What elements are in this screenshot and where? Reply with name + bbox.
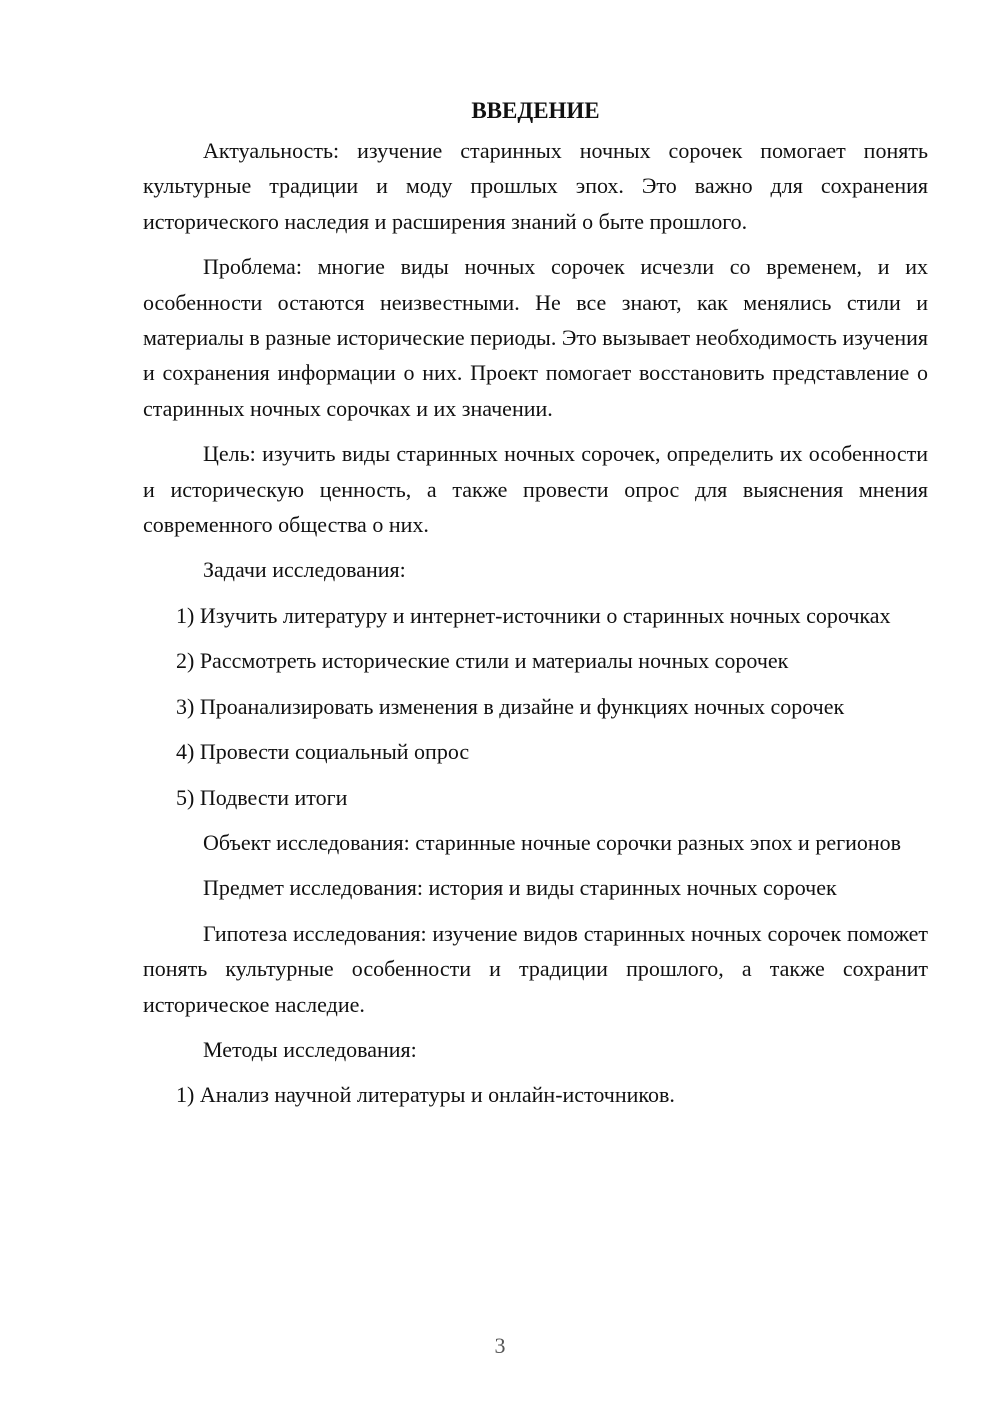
paragraph-hypothesis: Гипотеза исследования: изучение видов старинных ночных сорочек поможет понять культурные особенности и традиции прошлого, а также сохранит историческое наследие. [143,920,928,1017]
paragraph-goal: Цель: изучить виды старинных ночных сорочек, определить их особенности и историческую ценность, а также провести опрос для выяснения мнения современного общества о них. [143,441,928,538]
page-title: ВВЕДЕНИЕ [471,98,600,123]
task-item-2: 2) Рассмотреть исторические стили и материалы ночных сорочек [176,648,789,674]
paragraph-subject: Предмет исследования: история и виды старинных ночных сорочек [203,875,837,901]
task-item-3: 3) Проанализировать изменения в дизайне и функциях ночных сорочек [176,693,845,719]
paragraph-relevance: Актуальность: изучение старинных ночных сорочек помогает понять культурные традиции и моду прошлых эпох. Это важно для сохранения исторического наследия и расширения знаний о быте прошлого. [143,138,928,234]
paragraph-problem: Проблема: многие виды ночных сорочек исчезли со временем, и их особенности остаются неизвестными. Не все знают, как менялись стили и материалы в разные исторические периоды. Это вызывает необходимость изучения и сохранения информации о них. Проект помогает восстановить представление о старинных ночных сорочках и их значении. [143,254,928,421]
task-item-1: 1) Изучить литературу и интернет-источники о старинных ночных сорочках [176,602,891,628]
paragraph-methods-heading: Методы исследования: [203,1036,417,1062]
method-item-1: 1) Анализ научной литературы и онлайн-источников. [176,1082,675,1108]
task-item-4: 4) Провести социальный опрос [176,739,470,765]
task-item-5: 5) Подвести итоги [176,784,348,810]
paragraph-object: Объект исследования: старинные ночные сорочки разных эпох и регионов [203,829,902,855]
paragraph-tasks-heading: Задачи исследования: [203,557,406,583]
document-body [143,95,928,1123]
page-number: 3 [494,1333,506,1358]
